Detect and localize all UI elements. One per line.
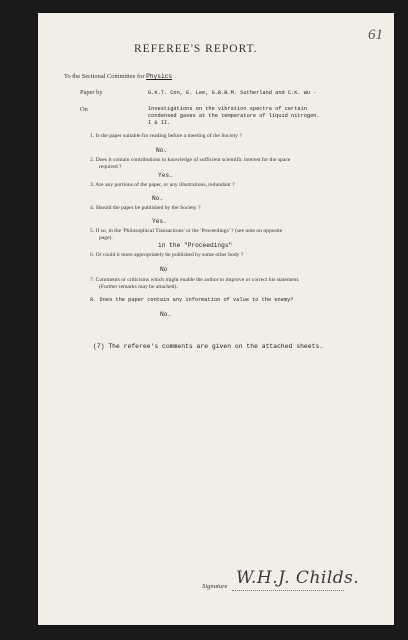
answer-2: Yes. <box>158 172 173 179</box>
report-sheet <box>38 13 394 625</box>
answer-6: No <box>160 266 168 273</box>
paper-title-line-2: condensed gases at the temperature of liquid nitrogen. <box>148 113 320 119</box>
comments-note: (7) The referee's comments are given on the attached sheets. <box>93 343 324 350</box>
committee-label <box>64 73 172 80</box>
answer-5: in the "Proceedings" <box>158 242 233 249</box>
signature-line <box>232 590 344 591</box>
question-7-line-1: 7. Comments or criticisms which might enable the author to improve or correct his statement. <box>90 277 300 283</box>
committee-prefix: To the Sectional Committee for <box>64 73 145 80</box>
on-label: On <box>80 106 88 113</box>
answer-8: No. <box>160 311 172 318</box>
report-title: REFEREE'S REPORT. <box>134 43 258 55</box>
paper-title-line-3: I & II. <box>148 120 171 126</box>
question-7-line-2: (Further remarks may be attached). <box>99 284 178 290</box>
page-number: 61 <box>368 27 383 43</box>
question-3: 3. Are any portions of the paper, or any illustrations, redundant ? <box>90 182 235 188</box>
question-4: 4. Should the paper be published by the Society ? <box>90 205 201 211</box>
paper-title-line-1: Investigations on the vibration spectra of certain <box>148 106 307 112</box>
question-6: 6. Or could it more appropriately be published by some other body ? <box>90 252 244 258</box>
paper-by-label: Paper by <box>80 89 103 96</box>
signature-label: Signature <box>202 583 228 590</box>
committee-value: Physics <box>146 73 173 80</box>
question-8: 8. Does the paper contain any information of value to the enemy? <box>90 297 294 303</box>
answer-1: No. <box>156 147 168 154</box>
paper-authors: G.K.T. Con, E. Lee, G.B.B.M. Sutherland and C.K. Wu - <box>148 90 317 96</box>
question-1: 1. Is the paper suitable for reading before a meeting of the Society ? <box>90 133 242 139</box>
signature-handwritten: W.H.J. Childs. <box>236 568 360 588</box>
question-2-line-2: required ? <box>99 164 122 170</box>
question-5-line-1: 5. If so, in the 'Philosophical Transactions' or the 'Proceedings' ? (see note on opposite <box>90 228 283 234</box>
answer-4: Yes. <box>152 218 167 225</box>
question-5-line-2: page). <box>99 235 113 241</box>
question-2-line-1: 2. Does it contain contributions to knowledge of sufficient scientific interest for the space <box>90 157 291 163</box>
answer-3: No. <box>152 195 164 202</box>
